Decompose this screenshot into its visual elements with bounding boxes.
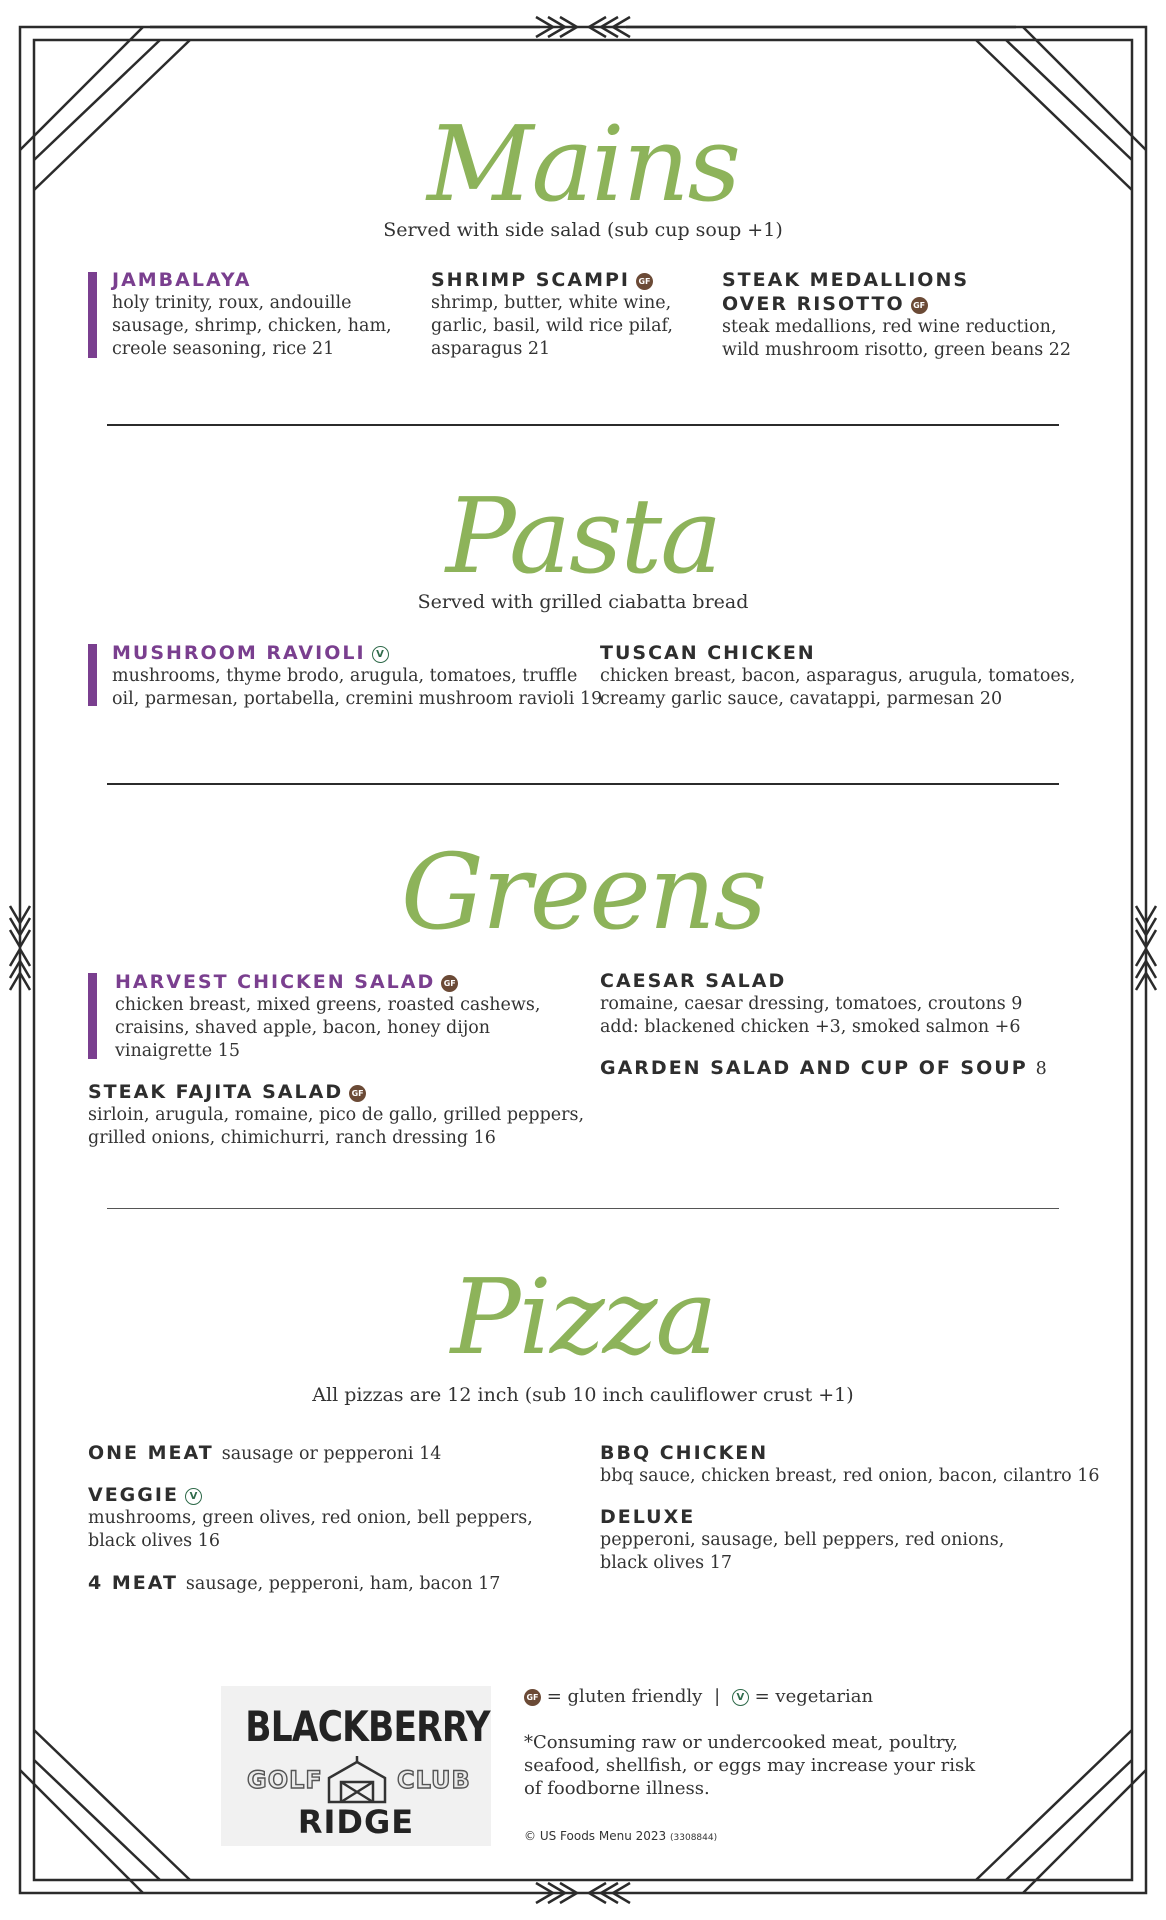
vegetarian-icon: V bbox=[732, 1689, 749, 1706]
menu-item-veggie bbox=[88, 1483, 533, 1553]
menu-item-steak-medallions bbox=[722, 268, 1071, 362]
pasta-subtitle: Served with grilled ciabatta bread bbox=[417, 591, 749, 613]
menu-item-one-meat bbox=[88, 1441, 441, 1466]
item-name-row bbox=[722, 292, 1071, 316]
menu-item-harvest-chicken-salad bbox=[115, 970, 540, 1063]
item-name: STEAK FAJITA SALAD bbox=[88, 1081, 344, 1103]
item-name-row bbox=[88, 1483, 533, 1507]
item-desc-line: chicken breast, bacon, asparagus, arugula, tomatoes, bbox=[600, 666, 1076, 686]
club-logo bbox=[221, 1686, 491, 1846]
item-desc-line: mushrooms, thyme brodo, arugula, tomatoes, truffle bbox=[112, 666, 578, 686]
mains-title: Mains bbox=[426, 103, 740, 225]
section-divider bbox=[107, 1208, 1059, 1209]
item-desc-line: sirloin, arugula, romaine, pico de gallo, grilled peppers, bbox=[88, 1105, 585, 1125]
menu-item-deluxe bbox=[600, 1505, 1004, 1575]
item-desc-line: wild mushroom risotto, green beans 22 bbox=[722, 340, 1072, 360]
copyright bbox=[524, 1829, 717, 1843]
vegetarian-icon: V bbox=[372, 646, 389, 663]
disclaimer-line: seafood, shellfish, or eggs may increase your risk bbox=[524, 1755, 976, 1776]
menu-item-bbq-chicken bbox=[600, 1441, 1100, 1488]
item-desc-line: craisins, shaved apple, bacon, honey dijon bbox=[115, 1018, 491, 1038]
pizza-subtitle: All pizzas are 12 inch (sub 10 inch cauliflower crust +1) bbox=[312, 1384, 854, 1406]
item-name: VEGGIE bbox=[88, 1484, 179, 1506]
item-name-row bbox=[88, 1441, 441, 1466]
copyright-text: © US Foods Menu 2023 bbox=[524, 1829, 667, 1843]
menu-item-jambalaya bbox=[112, 268, 392, 361]
item-name: STEAK MEDALLIONS bbox=[722, 269, 970, 291]
item-desc-line: black olives 16 bbox=[88, 1531, 220, 1551]
item-desc-line: oil, parmesan, portabella, cremini mushroom ravioli 19 bbox=[112, 689, 603, 709]
item-name-row bbox=[112, 641, 602, 665]
item-desc-line: steak medallions, red wine reduction, bbox=[722, 317, 1057, 337]
item-desc-line: black olives 17 bbox=[600, 1553, 732, 1573]
logo-text: RIDGE bbox=[297, 1803, 415, 1841]
item-desc: sausage, pepperoni, ham, bacon 17 bbox=[185, 1574, 501, 1594]
item-name: ONE MEAT bbox=[88, 1442, 214, 1464]
item-desc-line: asparagus 21 bbox=[431, 339, 551, 359]
item-name: OVER RISOTTO bbox=[722, 293, 905, 315]
item-name: CAESAR SALAD bbox=[600, 970, 787, 992]
item-name: MUSHROOM RAVIOLI bbox=[112, 642, 366, 664]
food-disclaimer bbox=[524, 1731, 975, 1800]
menu-item-shrimp-scampi bbox=[431, 268, 673, 361]
highlight-bar bbox=[88, 272, 97, 358]
item-desc-line: chicken breast, mixed greens, roasted cashews, bbox=[115, 995, 541, 1015]
item-name-row bbox=[88, 1080, 584, 1104]
item-name: BBQ CHICKEN bbox=[600, 1442, 769, 1464]
item-desc-line: sausage, shrimp, chicken, ham, bbox=[112, 316, 392, 336]
logo-text: GOLF bbox=[247, 1766, 323, 1794]
item-name: TUSCAN CHICKEN bbox=[600, 642, 816, 664]
item-name: SHRIMP SCAMPI bbox=[431, 269, 630, 291]
menu-item-garden-salad-soup bbox=[600, 1056, 1047, 1081]
item-name: GARDEN SALAD AND CUP OF SOUP bbox=[600, 1057, 1028, 1079]
gluten-friendly-icon: GF bbox=[636, 273, 653, 290]
dietary-legend bbox=[524, 1686, 873, 1707]
item-desc-line: creamy garlic sauce, cavatappi, parmesan 20 bbox=[600, 689, 1003, 709]
legend-separator: | bbox=[714, 1686, 721, 1707]
logo-text: CLUB bbox=[397, 1766, 471, 1794]
menu-item-caesar-salad bbox=[600, 969, 1022, 1039]
logo-text: BLACKBERRY bbox=[245, 1702, 490, 1751]
item-desc-line: vinaigrette 15 bbox=[115, 1041, 240, 1061]
item-name: 4 MEAT bbox=[88, 1572, 178, 1594]
vegetarian-icon: V bbox=[185, 1488, 202, 1505]
item-desc-line: holy trinity, roux, andouille bbox=[112, 293, 352, 313]
section-divider bbox=[107, 424, 1059, 426]
item-name: HARVEST CHICKEN SALAD bbox=[115, 971, 436, 993]
menu-item-tuscan-chicken bbox=[600, 641, 1075, 711]
highlight-bar bbox=[88, 644, 97, 706]
gluten-friendly-icon: GF bbox=[441, 975, 458, 992]
item-name-row bbox=[431, 268, 673, 292]
highlight-bar bbox=[88, 973, 97, 1059]
item-desc-line: creole seasoning, rice 21 bbox=[112, 339, 335, 359]
menu-code: (3308844) bbox=[670, 1833, 718, 1843]
pasta-title: Pasta bbox=[445, 475, 721, 597]
greens-title: Greens bbox=[400, 831, 766, 953]
legend-gf-text: = gluten friendly bbox=[546, 1686, 703, 1707]
disclaimer-line: of foodborne illness. bbox=[524, 1778, 710, 1799]
item-desc-line: pepperoni, sausage, bell peppers, red onions, bbox=[600, 1530, 1005, 1550]
gluten-friendly-icon: GF bbox=[349, 1085, 366, 1102]
item-desc: sausage or pepperoni 14 bbox=[221, 1444, 442, 1464]
item-desc-line: mushrooms, green olives, red onion, bell peppers, bbox=[88, 1508, 533, 1528]
item-desc-line: add: blackened chicken +3, smoked salmon +6 bbox=[600, 1017, 1021, 1037]
menu-item-4-meat bbox=[88, 1571, 500, 1596]
barn-icon bbox=[321, 1756, 393, 1804]
item-desc-line: shrimp, butter, white wine, bbox=[431, 293, 672, 313]
item-desc-line: romaine, caesar dressing, tomatoes, croutons 9 bbox=[600, 994, 1023, 1014]
pizza-title: Pizza bbox=[450, 1256, 716, 1378]
item-desc-line: garlic, basil, wild rice pilaf, bbox=[431, 316, 673, 336]
gluten-friendly-icon: GF bbox=[524, 1689, 541, 1706]
item-name-row bbox=[600, 1056, 1047, 1081]
menu-item-steak-fajita-salad bbox=[88, 1080, 584, 1150]
legend-v-text: = vegetarian bbox=[754, 1686, 874, 1707]
item-name: DELUXE bbox=[600, 1506, 696, 1528]
section-divider bbox=[107, 783, 1059, 785]
item-name-row bbox=[88, 1571, 500, 1596]
mains-subtitle: Served with side salad (sub cup soup +1) bbox=[383, 219, 783, 241]
item-price: 8 bbox=[1035, 1059, 1047, 1079]
gluten-friendly-icon: GF bbox=[911, 297, 928, 314]
item-name: JAMBALAYA bbox=[112, 269, 252, 291]
menu-item-mushroom-ravioli bbox=[112, 641, 602, 711]
item-name-row bbox=[115, 970, 540, 994]
disclaimer-line: *Consuming raw or undercooked meat, poultry, bbox=[524, 1732, 959, 1753]
item-desc-line: grilled onions, chimichurri, ranch dressing 16 bbox=[88, 1128, 496, 1148]
item-desc-line: bbq sauce, chicken breast, red onion, bacon, cilantro 16 bbox=[600, 1466, 1100, 1486]
